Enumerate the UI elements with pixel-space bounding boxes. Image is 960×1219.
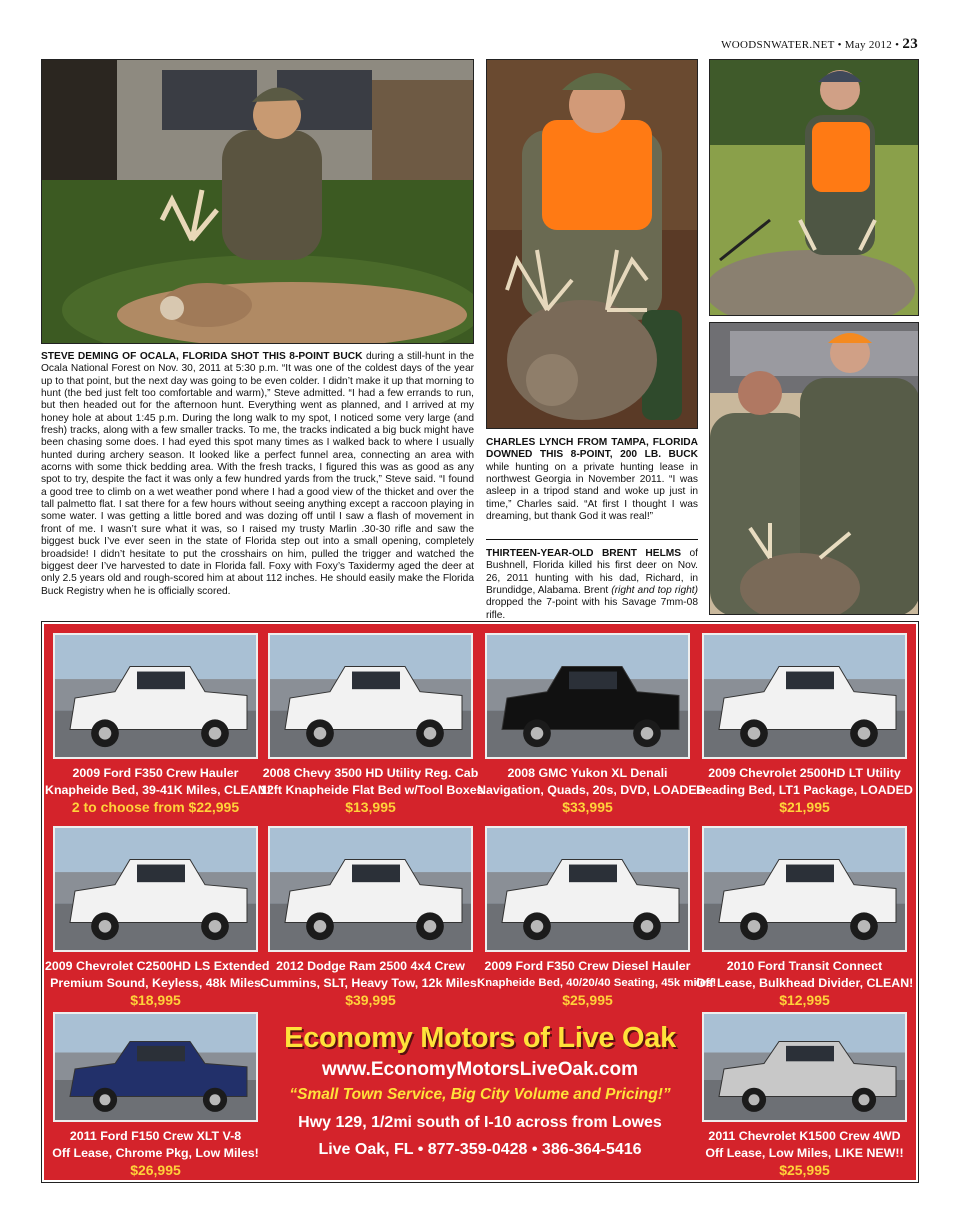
vehicle-price: $26,995 — [130, 1162, 181, 1178]
header-separator: • — [837, 39, 842, 51]
caption-body: of Bushnell, Florida killed his first deer on Nov. 26, 2011 hunting with his dad, Richard, in Brundidge, Alabama. Brent — [486, 548, 698, 597]
vehicle-photo — [53, 633, 258, 759]
vehicle-features: Off Lease, Bulkhead Divider, CLEAN! — [695, 976, 914, 990]
photo-steve-deming — [41, 59, 474, 344]
vehicle-title: 2008 GMC Yukon XL Denali — [507, 766, 668, 780]
vehicle-title: 2010 Ford Transit Connect — [726, 959, 883, 973]
vehicle-title: 2009 Chevrolet C2500HD LS Extended — [45, 959, 270, 973]
dealer-slogan: “Small Town Service, Big City Volume and Pricing!” — [289, 1086, 671, 1103]
vehicle-features: Premium Sound, Keyless, 48k Miles — [50, 976, 261, 990]
vehicle-photo — [485, 633, 690, 759]
vehicle-photo — [702, 633, 907, 759]
vehicle-features: Off Lease, Low Miles, LIKE NEW!! — [705, 1146, 904, 1160]
vehicle-price: $33,995 — [562, 799, 613, 815]
vehicle-title: 2011 Ford F150 Crew XLT V-8 — [69, 1129, 242, 1143]
header-separator: • — [895, 39, 900, 51]
vehicle-price: $25,995 — [562, 992, 613, 1008]
vehicle-features: Navigation, Quads, 20s, DVD, LOADED — [477, 783, 706, 797]
caption-lead: CHARLES LYNCH FROM TAMPA, FLORIDA DOWNED THIS 8-POINT, 200 LB. BUCK — [486, 437, 698, 461]
dealer-name: Economy Motors of Live Oak — [284, 1022, 676, 1054]
caption-body: while hunting on a private hunting lease in northwest Georgia in November 2011. “I was asleep in a tripod stand and woke up just in time,” Charles said. “At first I thought I was dreaming, but thank God it was real!” — [486, 461, 698, 523]
vehicle-features: 12ft Knapheide Flat Bed w/Tool Boxes — [260, 783, 484, 797]
caption-brent-helms — [486, 548, 698, 622]
caption-body: dropped the 7-point with his Savage 7mm-08 rifle. — [486, 597, 698, 621]
vehicle-features: Cummins, SLT, Heavy Tow, 12k Miles! — [260, 976, 481, 990]
photo-brent-helms-with-dad — [709, 322, 919, 615]
vehicle-price: $39,995 — [345, 992, 396, 1008]
page-header — [721, 36, 918, 53]
vehicle-photo — [702, 1012, 907, 1122]
photo-charles-lynch — [486, 59, 698, 429]
page-number: 23 — [902, 36, 918, 52]
vehicle-features: Knapheide Bed, 40/20/40 Seating, 45k miles! — [477, 977, 717, 989]
photo-brent-helms-top — [709, 59, 919, 316]
caption-lead: STEVE DEMING OF OCALA, FLORIDA SHOT THIS 8-POINT BUCK — [41, 351, 363, 362]
vehicle-title: 2012 Dodge Ram 2500 4x4 Crew — [276, 959, 465, 973]
caption-charles-lynch — [486, 437, 698, 523]
vehicle-title: 2009 Chevrolet 2500HD LT Utility — [708, 766, 901, 780]
vehicle-title: 2008 Chevy 3500 HD Utility Reg. Cab — [262, 766, 479, 780]
dealer-contact: Live Oak, FL • 877-359-0428 • 386-364-5416 — [318, 1141, 642, 1158]
vehicle-features: Off Lease, Chrome Pkg, Low Miles! — [52, 1146, 259, 1160]
issue-date: May 2012 — [844, 39, 893, 51]
vehicle-photo — [485, 826, 690, 952]
vehicle-price: 2 to choose from $22,995 — [71, 799, 240, 815]
dealer-website[interactable]: www.EconomyMotorsLiveOak.com — [321, 1059, 639, 1080]
caption-italic: (right and top right) — [611, 585, 699, 597]
vehicle-photo — [268, 826, 473, 952]
site-name: WOODSNWATER.NET — [721, 39, 835, 51]
vehicle-title: 2009 Ford F350 Crew Hauler — [72, 766, 239, 780]
caption-divider — [486, 539, 698, 540]
vehicle-features: Knapheide Bed, 39-41K Miles, CLEAN! — [45, 783, 271, 797]
vehicle-price: $12,995 — [779, 992, 830, 1008]
vehicle-title: 2011 Chevrolet K1500 Crew 4WD — [708, 1129, 901, 1143]
vehicle-price: $18,995 — [130, 992, 181, 1008]
dealer-info — [270, 1022, 690, 1162]
vehicle-price: $21,995 — [779, 799, 830, 815]
vehicle-price: $25,995 — [779, 1162, 830, 1178]
vehicle-price: $13,995 — [345, 799, 396, 815]
vehicle-photo — [702, 826, 907, 952]
vehicle-photo — [53, 1012, 258, 1122]
caption-body: during a still-hunt in the Ocala National Forest on Nov. 30, 2011 at 5:30 p.m. “It was one of the coldest days of the year up to that point, but the next day was going to be even colder. I didn’t make it up that morning to hunt (the bed just felt too comfortable and warm),” Steve admitted. “I had a few errands to run, but then headed out for the afternoon hunt. Everything went as planned, and I arrived at my honey hole at about 1:45 p.m. During the long walk to my spot, I noticed some very large (and fresh) tracks, along with a few smaller tracks. To me, the tracks indicated a big buck might have been chasing some does. I had eyed this spot many times as I walked back to where I usually hunted during archery season. It looked like a perfect funnel area, connecting an area with acorns with some thick bedding area. With the fresh tracks, I figured this was as good as any spot to try, despite the fact it was only a few hundred yards from the truck,” Steve said. “I found a good tree to climb on a wet weather pond where I had a good view of the thicket and over the tall palmetto flat. I sat there for a few hours without seeing anything except a raccoon playing in some water. I was getting a little bored and was dozing off until I saw a flash of movement in front of me. I wasn’t sure what it was, so I raised my trusty Marlin .30-30 rifle and saw the biggest buck I’ve ever seen in the state of Florida step out into a small opening, completely broadside! I didn’t hesitate to put the crosshairs on him, pulled the trigger and watched the biggest deer I’ve harvested to date in Florida fall. Foxy with Foxy’s Taxidermy aged the deer at only 2.5 years old and rough-scored him at about 112 inches. He should easily make the Florida Buck Registry when he is officially scored. — [41, 351, 474, 597]
vehicle-photo — [53, 826, 258, 952]
dealer-address: Hwy 129, 1/2mi south of I-10 across from Lowes — [298, 1114, 662, 1131]
vehicle-photo — [268, 633, 473, 759]
vehicle-features: Reading Bed, LT1 Package, LOADED — [696, 783, 913, 797]
caption-lead: THIRTEEN-YEAR-OLD BRENT HELMS — [486, 548, 682, 559]
caption-steve-deming — [41, 351, 474, 598]
vehicle-title: 2009 Ford F350 Crew Diesel Hauler — [484, 959, 691, 973]
